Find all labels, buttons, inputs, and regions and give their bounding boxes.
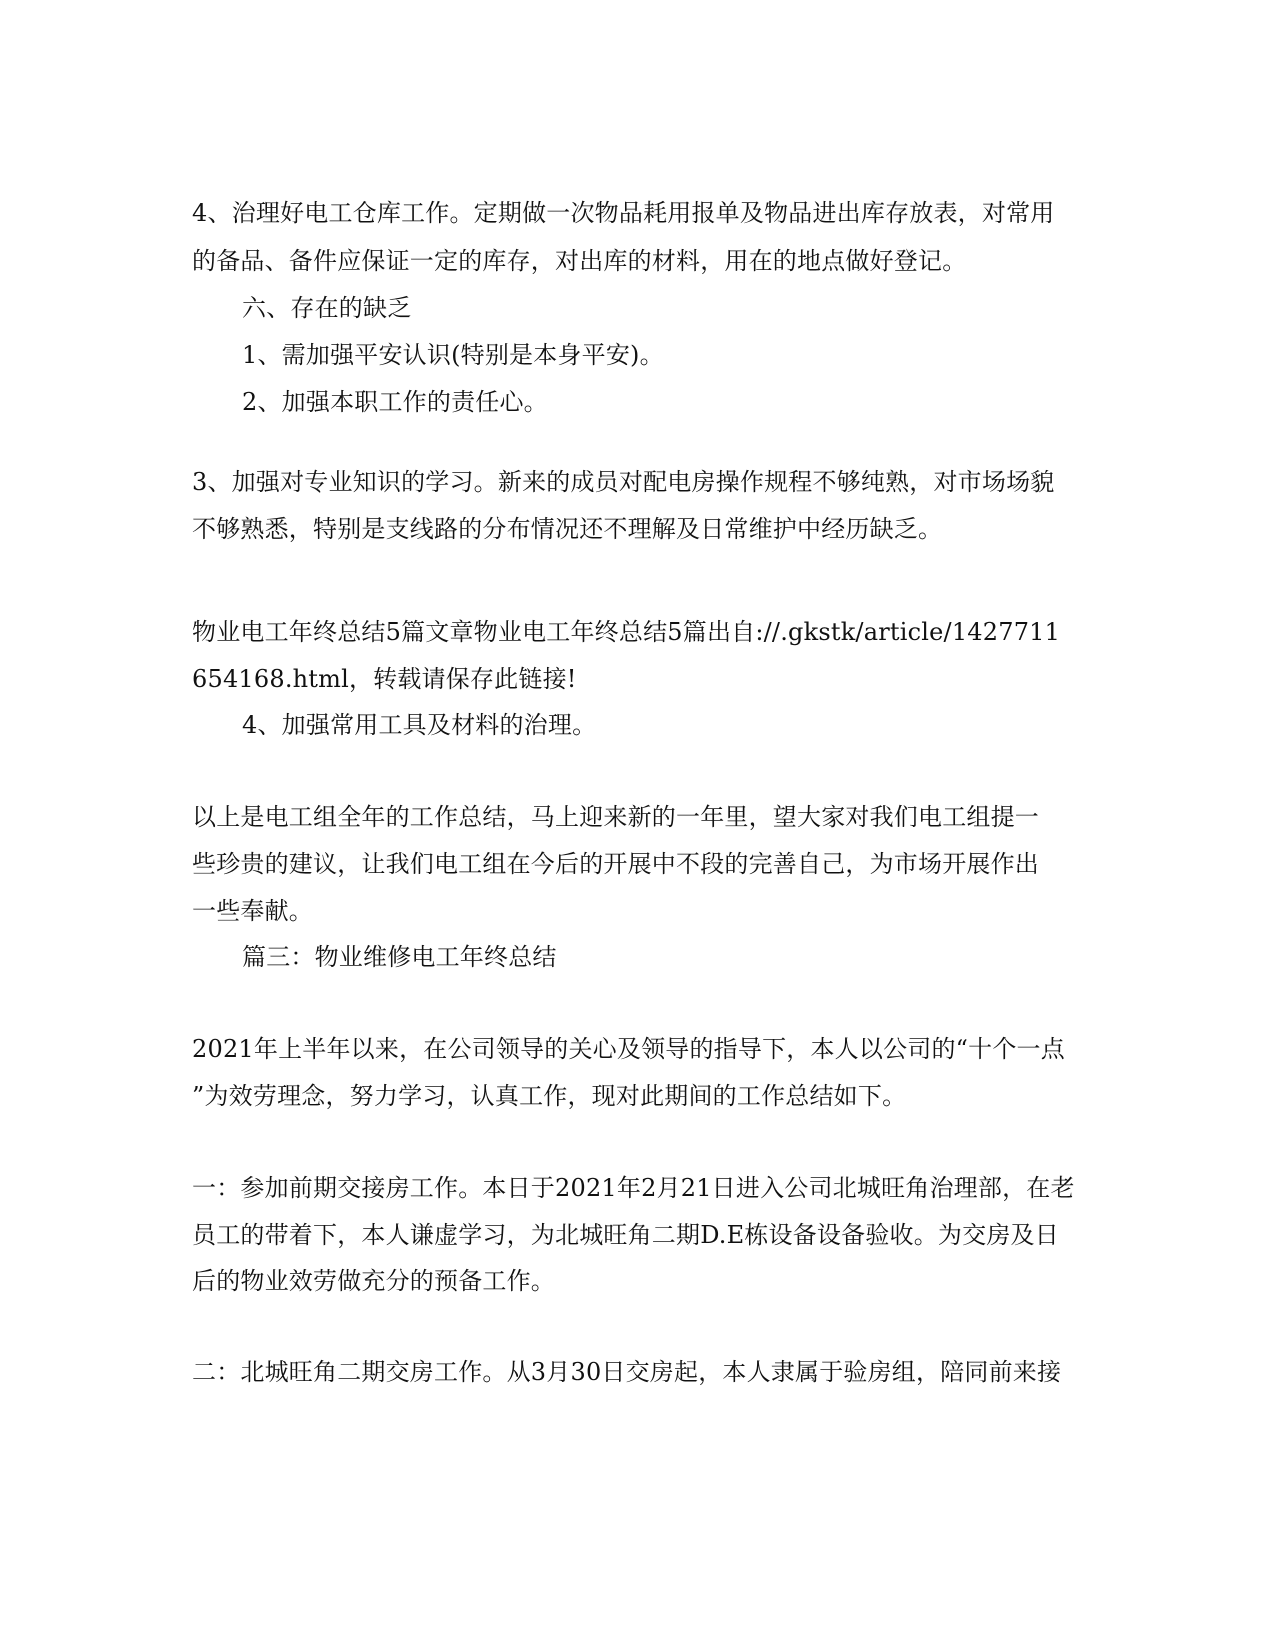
text-line: 以上是电工组全年的工作总结，马上迎来新的一年里，望大家对我们电工组提一 — [192, 803, 1039, 831]
list-item: 1、需加强平安认识(特别是本身平安)。 — [242, 341, 664, 369]
text-line: 不够熟悉，特别是支线路的分布情况还不理解及日常维护中经历缺乏。 — [192, 515, 943, 543]
text-line: 3、加强对专业知识的学习。新来的成员对配电房操作规程不够纯熟，对市场场貌 — [192, 468, 1055, 496]
text-line: 4、治理好电工仓库工作。定期做一次物品耗用报单及物品进出库存放表，对常用 — [192, 199, 1055, 227]
list-item: 4、加强常用工具及材料的治理。 — [242, 711, 597, 739]
text-line: 一：参加前期交接房工作。本日于2021年2月21日进入公司北城旺角治理部，在老 — [192, 1174, 1075, 1202]
text-line: 的备品、备件应保证一定的库存，对出库的材料，用在的地点做好登记。 — [192, 247, 967, 275]
source-note: 654168.html，转载请保存此链接! — [192, 665, 577, 693]
text-line: 一些奉献。 — [192, 897, 313, 925]
section-heading: 篇三：物业维修电工年终总结 — [242, 943, 557, 971]
text-line: ”为效劳理念，努力学习，认真工作，现对此期间的工作总结如下。 — [192, 1082, 907, 1110]
list-item: 2、加强本职工作的责任心。 — [242, 388, 548, 416]
text-line: 二：北城旺角二期交房工作。从3月30日交房起，本人隶属于验房组，陪同前来接 — [192, 1358, 1062, 1386]
section-heading: 六、存在的缺乏 — [242, 294, 412, 322]
text-line: 员工的带着下，本人谦虚学习，为北城旺角二期D.E栋设备设备验收。为交房及日 — [192, 1221, 1059, 1249]
text-line: 些珍贵的建议，让我们电工组在今后的开展中不段的完善自己，为市场开展作出 — [192, 850, 1039, 878]
text-line: 后的物业效劳做充分的预备工作。 — [192, 1267, 555, 1295]
text-line: 2021年上半年以来，在公司领导的关心及领导的指导下，本人以公司的“十个一点 — [192, 1035, 1065, 1063]
source-note: 物业电工年终总结5篇文章物业电工年终总结5篇出自://.gkstk/article/1427711 — [192, 618, 1061, 646]
